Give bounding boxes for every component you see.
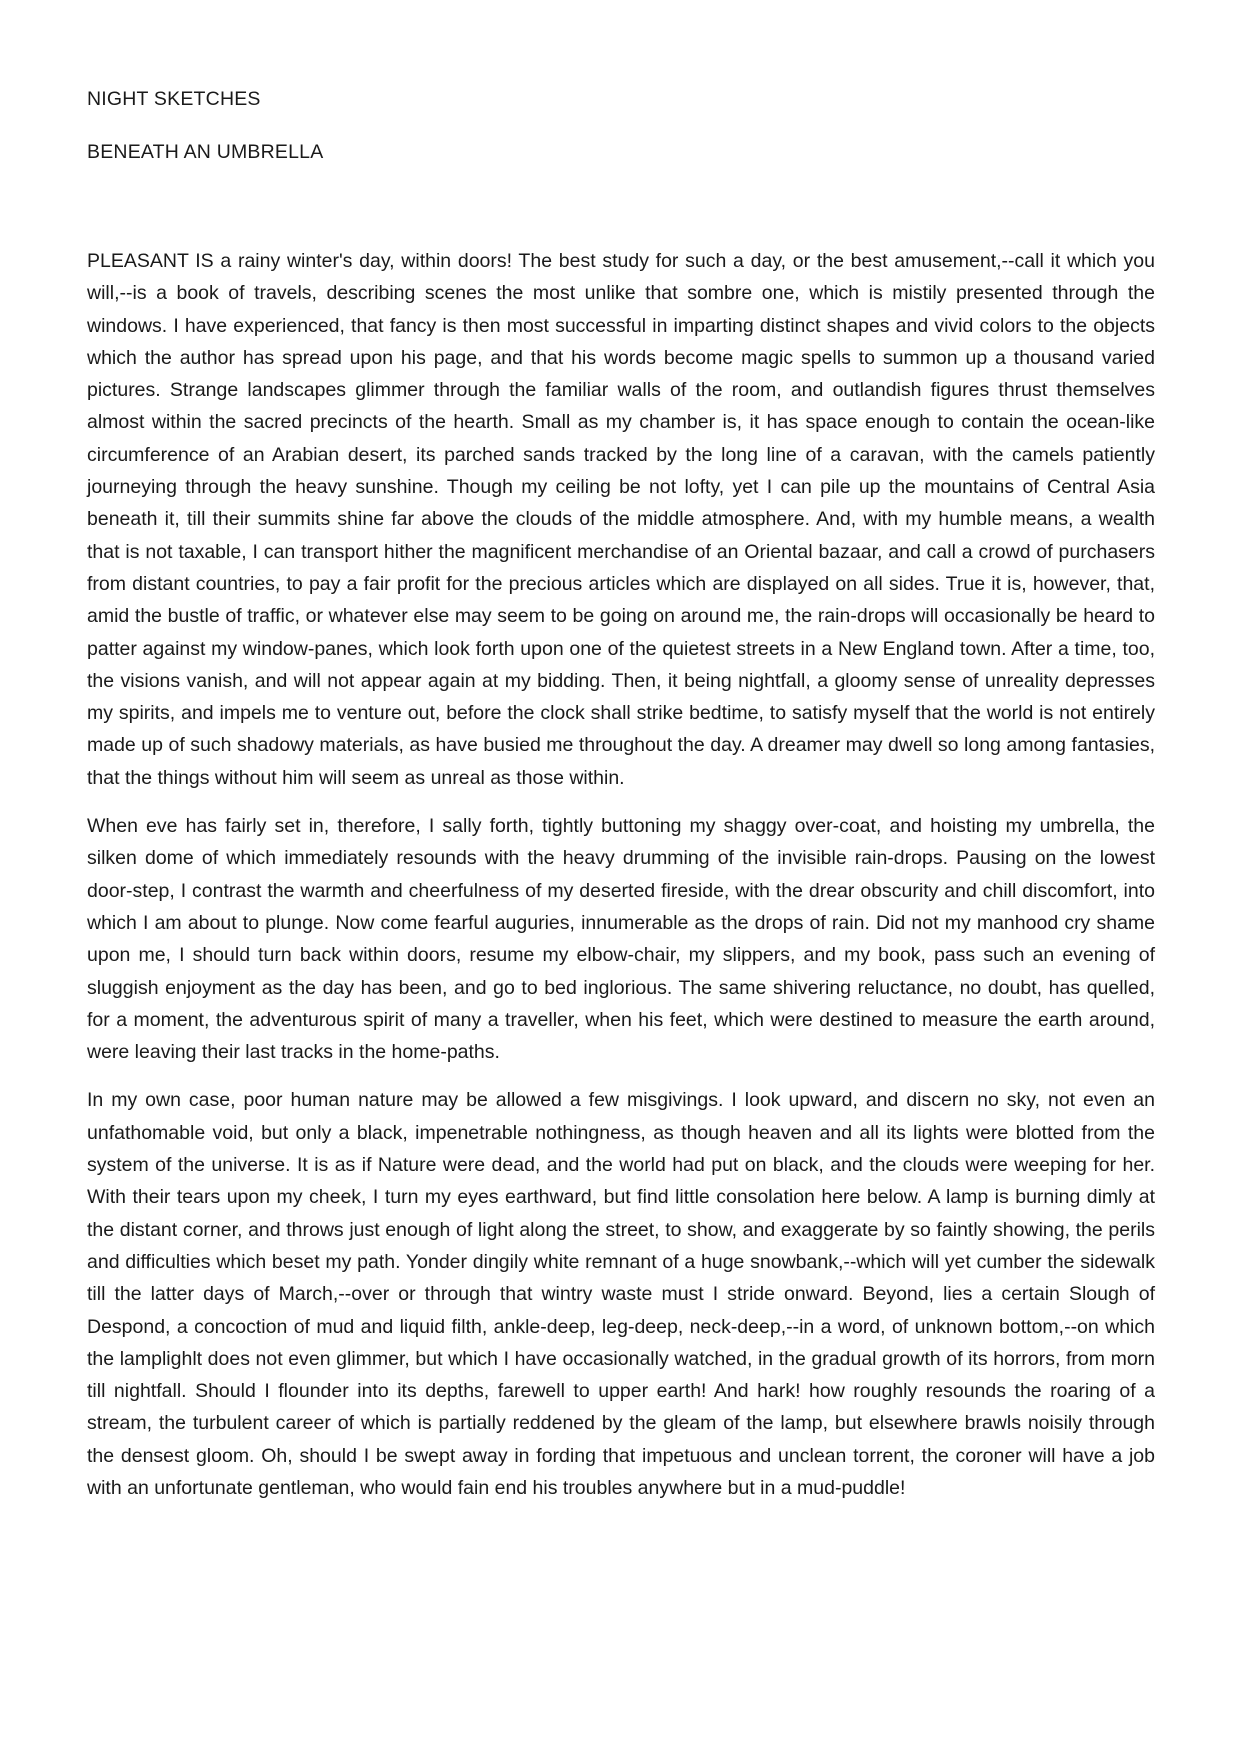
document-subtitle: BENEATH AN UMBRELLA [87,141,324,163]
paragraph-2: When eve has fairly set in, therefore, I sally forth, tightly buttoning my shaggy over-coat, and hoisting my umbrella, the silken dome of which immediately resounds with the heavy drumming of the invisible rain-drops. Pausing on the lowest door-step, I contrast the warmth and cheerfulness of my deserted fireside, with the drear obscurity and chill discomfort, into which I am about to plunge. Now come fearful auguries, innumerable as the drops of rain. Did not my manhood cry shame upon me, I should turn back within doors, resume my elbow-chair, my slippers, and my book, pass such an evening of sluggish enjoyment as the day has been, and go to bed inglorious. The same shivering reluctance, no doubt, has quelled, for a moment, the adventurous spirit of many a traveller, when his feet, which were destined to measure the earth around, were leaving their last tracks in the home-paths. [87,815,1155,1064]
document-body [87,245,1155,1520]
paragraph-3: In my own case, poor human nature may be allowed a few misgivings. I look upward, and discern no sky, not even an unfathomable void, but only a black, impenetrable nothingness, as though heaven and all its lights were blotted from the system of the universe. It is as if Nature were dead, and the world had put on black, and the clouds were weeping for her. With their tears upon my cheek, I turn my eyes earthward, but find little consolation here below. A lamp is burning dimly at the distant corner, and throws just enough of light along the street, to show, and exaggerate by so faintly showing, the perils and difficulties which beset my path. Yonder dingily white remnant of a huge snowbank,--which will yet cumber the sidewalk till the latter days of March,--over or through that wintry waste must I stride onward. Beyond, lies a certain Slough of Despond, a concoction of mud and liquid filth, ankle-deep, leg-deep, neck-deep,--in a word, of unknown bottom,--on which the lamplighlt does not even glimmer, but which I have occasionally watched, in the gradual growth of its horrors, from morn till nightfall. Should I flounder into its depths, farewell to upper earth! And hark! how roughly resounds the roaring of a stream, the turbulent career of which is partially reddened by the gleam of the lamp, but elsewhere brawls noisily through the densest gloom. Oh, should I be swept away in fording that impetuous and unclean torrent, the coroner will have a job with an unfortunate gentleman, who would fain end his troubles anywhere but in a mud-puddle! [87,1089,1155,1499]
document-title: NIGHT SKETCHES [87,88,261,110]
paragraph-1: PLEASANT IS a rainy winter's day, within doors! The best study for such a day, or the best amusement,--call it which you will,--is a book of travels, describing scenes the most unlike that sombre one, which is mistily presented through the windows. I have experienced, that fancy is then most successful in imparting distinct shapes and vivid colors to the objects which the author has spread upon his page, and that his words become magic spells to summon up a thousand varied pictures. Strange landscapes glimmer through the familiar walls of the room, and outlandish figures thrust themselves almost within the sacred precincts of the hearth. Small as my chamber is, it has space enough to contain the ocean-like circumference of an Arabian desert, its parched sands tracked by the long line of a caravan, with the camels patiently journeying through the heavy sunshine. Though my ceiling be not lofty, yet I can pile up the mountains of Central Asia beneath it, till their summits shine far above the clouds of the middle atmosphere. And, with my humble means, a wealth that is not taxable, I can transport hither the magnificent merchandise of an Oriental bazaar, and call a crowd of purchasers from distant countries, to pay a fair profit for the precious articles which are displayed on all sides. True it is, however, that, amid the bustle of traffic, or whatever else may seem to be going on around me, the rain-drops will occasionally be heard to patter against my window-panes, which look forth upon one of the quietest streets in a New England town. After a time, too, the visions vanish, and will not appear again at my bidding. Then, it being nightfall, a gloomy sense of unreality depresses my spirits, and impels me to venture out, before the clock shall strike bedtime, to satisfy myself that the world is not entirely made up of such shadowy materials, as have busied me throughout the day. A dreamer may dwell so long among fantasies, that the things without him will seem as unreal as those within. [87,250,1155,789]
